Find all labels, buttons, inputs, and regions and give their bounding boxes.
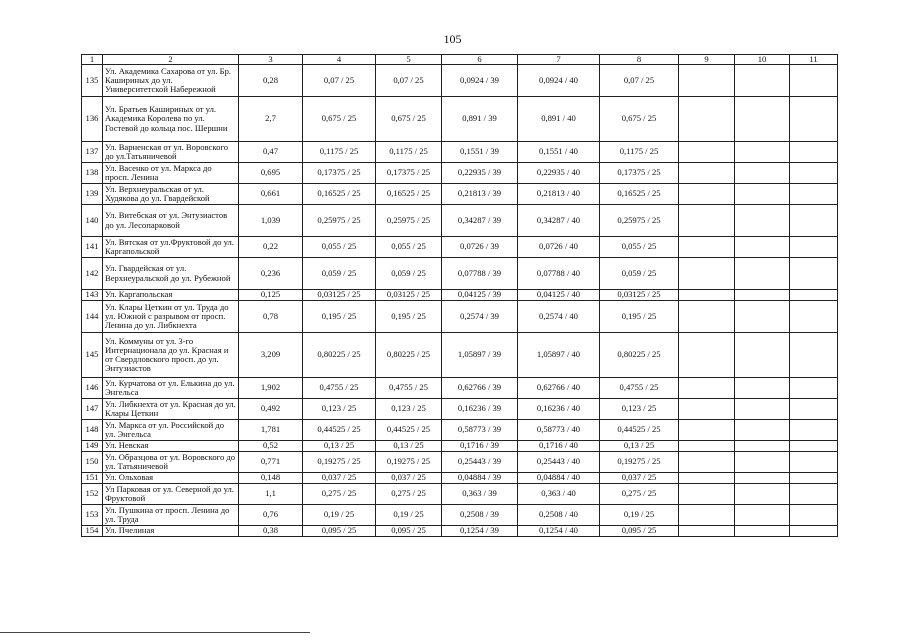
street-name: Ул. Академика Сахарова от ул. Бр. Кашириных до ул. Университетской Набережной [103, 65, 239, 97]
empty-cell [735, 65, 790, 97]
row-number: 148 [82, 420, 103, 441]
cell-col5: 0,16525 / 25 [376, 184, 442, 205]
cell-col4: 0,25975 / 25 [303, 205, 376, 237]
row-number: 153 [82, 505, 103, 526]
empty-cell [790, 526, 838, 537]
cell-col8: 0,13 / 25 [600, 441, 679, 452]
cell-col5: 0,44525 / 25 [376, 420, 442, 441]
cell-col7: 0,1551 / 40 [518, 142, 600, 163]
table-row [82, 290, 838, 301]
row-number: 145 [82, 333, 103, 378]
empty-cell [735, 205, 790, 237]
cell-col6: 0,16236 / 39 [442, 399, 518, 420]
cell-col3: 2,7 [239, 97, 303, 142]
empty-cell [790, 420, 838, 441]
table-body [82, 65, 838, 537]
row-number: 139 [82, 184, 103, 205]
header-cell: 9 [679, 55, 735, 65]
table-row [82, 205, 838, 237]
cell-col6: 0,62766 / 39 [442, 378, 518, 399]
empty-cell [790, 205, 838, 237]
cell-col7: 0,22935 / 40 [518, 163, 600, 184]
cell-col7: 0,1716 / 40 [518, 441, 600, 452]
empty-cell [735, 97, 790, 142]
empty-cell [735, 526, 790, 537]
empty-cell [679, 526, 735, 537]
empty-cell [790, 484, 838, 505]
cell-col6: 0,891 / 39 [442, 97, 518, 142]
empty-cell [790, 333, 838, 378]
cell-col3: 0,76 [239, 505, 303, 526]
cell-col7: 1,05897 / 40 [518, 333, 600, 378]
cell-col5: 0,195 / 25 [376, 301, 442, 333]
cell-col8: 0,1175 / 25 [600, 142, 679, 163]
empty-cell [790, 399, 838, 420]
row-number: 151 [82, 473, 103, 484]
empty-cell [735, 333, 790, 378]
cell-col7: 0,34287 / 40 [518, 205, 600, 237]
cell-col8: 0,80225 / 25 [600, 333, 679, 378]
bottom-divider [0, 632, 310, 633]
cell-col6: 0,25443 / 39 [442, 452, 518, 473]
empty-cell [679, 505, 735, 526]
table-row [82, 163, 838, 184]
cell-col8: 0,17375 / 25 [600, 163, 679, 184]
street-name: Ул. Курчатова от ул. Елькина до ул. Энгельса [103, 378, 239, 399]
empty-cell [735, 399, 790, 420]
cell-col5: 0,25975 / 25 [376, 205, 442, 237]
empty-cell [735, 505, 790, 526]
empty-cell [679, 441, 735, 452]
cell-col4: 0,037 / 25 [303, 473, 376, 484]
table-header-row [82, 55, 838, 65]
row-number: 137 [82, 142, 103, 163]
table-row [82, 184, 838, 205]
empty-cell [679, 97, 735, 142]
table-row [82, 333, 838, 378]
cell-col4: 0,195 / 25 [303, 301, 376, 333]
cell-col4: 0,13 / 25 [303, 441, 376, 452]
table-row [82, 301, 838, 333]
street-name: Ул. Братьев Кашириных от ул. Академика Королева по ул. Гостевой до кольца пос. Шершни [103, 97, 239, 142]
row-number: 138 [82, 163, 103, 184]
cell-col3: 0,661 [239, 184, 303, 205]
street-name: Ул. Верхнеуральская от ул. Худякова до ул. Гвардейской [103, 184, 239, 205]
header-cell: 4 [303, 55, 376, 65]
cell-col3: 0,47 [239, 142, 303, 163]
table-row [82, 142, 838, 163]
cell-col8: 0,055 / 25 [600, 237, 679, 258]
header-cell: 6 [442, 55, 518, 65]
empty-cell [790, 378, 838, 399]
row-number: 141 [82, 237, 103, 258]
cell-col6: 0,22935 / 39 [442, 163, 518, 184]
cell-col4: 0,17375 / 25 [303, 163, 376, 184]
cell-col6: 0,04125 / 39 [442, 290, 518, 301]
cell-col4: 0,44525 / 25 [303, 420, 376, 441]
empty-cell [679, 333, 735, 378]
header-cell: 3 [239, 55, 303, 65]
empty-cell [679, 142, 735, 163]
row-number: 144 [82, 301, 103, 333]
cell-col6: 0,0726 / 39 [442, 237, 518, 258]
cell-col5: 0,059 / 25 [376, 258, 442, 290]
cell-col3: 0,78 [239, 301, 303, 333]
cell-col5: 0,037 / 25 [376, 473, 442, 484]
empty-cell [735, 290, 790, 301]
table-row [82, 420, 838, 441]
row-number: 154 [82, 526, 103, 537]
header-cell: 5 [376, 55, 442, 65]
cell-col6: 0,2574 / 39 [442, 301, 518, 333]
cell-col6: 0,34287 / 39 [442, 205, 518, 237]
cell-col7: 0,16236 / 40 [518, 399, 600, 420]
empty-cell [735, 258, 790, 290]
cell-col5: 0,13 / 25 [376, 441, 442, 452]
header-cell: 10 [735, 55, 790, 65]
empty-cell [735, 142, 790, 163]
cell-col7: 0,04884 / 40 [518, 473, 600, 484]
cell-col5: 0,03125 / 25 [376, 290, 442, 301]
cell-col8: 0,123 / 25 [600, 399, 679, 420]
street-name: Ул. Варненская от ул. Воровского до ул.Татьяничевой [103, 142, 239, 163]
row-number: 136 [82, 97, 103, 142]
empty-cell [679, 301, 735, 333]
row-number: 140 [82, 205, 103, 237]
cell-col3: 0,125 [239, 290, 303, 301]
empty-cell [735, 484, 790, 505]
cell-col8: 0,4755 / 25 [600, 378, 679, 399]
cell-col4: 0,675 / 25 [303, 97, 376, 142]
cell-col3: 0,771 [239, 452, 303, 473]
cell-col3: 1,902 [239, 378, 303, 399]
street-name: Ул. Гвардейская от ул. Верхнеуральской до ул. Рубежной [103, 258, 239, 290]
street-name: Ул. Либкнехта от ул. Красная до ул. Клары Цеткин [103, 399, 239, 420]
empty-cell [790, 441, 838, 452]
cell-col6: 0,1254 / 39 [442, 526, 518, 537]
header-cell: 7 [518, 55, 600, 65]
cell-col4: 0,1175 / 25 [303, 142, 376, 163]
cell-col6: 0,0924 / 39 [442, 65, 518, 97]
cell-col8: 0,095 / 25 [600, 526, 679, 537]
empty-cell [790, 97, 838, 142]
empty-cell [735, 184, 790, 205]
street-name: Ул. Клары Цеткин от ул. Труда до ул. Южной с разрывом от просп. Ленина до ул. Либкнехта [103, 301, 239, 333]
street-name: Ул. Васенко от ул. Маркса до просп. Ленина [103, 163, 239, 184]
empty-cell [735, 452, 790, 473]
cell-col6: 0,1716 / 39 [442, 441, 518, 452]
empty-cell [790, 505, 838, 526]
cell-col6: 0,04884 / 39 [442, 473, 518, 484]
street-name: Ул. Витебская от ул. Энтузиастов до ул. Лесопарковой [103, 205, 239, 237]
cell-col3: 0,492 [239, 399, 303, 420]
cell-col4: 0,123 / 25 [303, 399, 376, 420]
cell-col5: 0,07 / 25 [376, 65, 442, 97]
table-row [82, 526, 838, 537]
cell-col3: 0,22 [239, 237, 303, 258]
cell-col8: 0,675 / 25 [600, 97, 679, 142]
roads-table [81, 54, 838, 537]
table-row [82, 473, 838, 484]
cell-col7: 0,363 / 40 [518, 484, 600, 505]
empty-cell [790, 142, 838, 163]
cell-col5: 0,123 / 25 [376, 399, 442, 420]
cell-col3: 3,209 [239, 333, 303, 378]
empty-cell [790, 301, 838, 333]
cell-col6: 0,363 / 39 [442, 484, 518, 505]
empty-cell [735, 378, 790, 399]
empty-cell [679, 484, 735, 505]
street-name: Ул. Пчелиная [103, 526, 239, 537]
cell-col5: 0,19275 / 25 [376, 452, 442, 473]
cell-col4: 0,19275 / 25 [303, 452, 376, 473]
cell-col8: 0,059 / 25 [600, 258, 679, 290]
cell-col4: 0,4755 / 25 [303, 378, 376, 399]
table-row [82, 399, 838, 420]
empty-cell [679, 163, 735, 184]
street-name: Ул Парковая от ул. Северной до ул. Фруктовой [103, 484, 239, 505]
street-name: Ул. Образцова от ул. Воровского до ул. Татьяничевой [103, 452, 239, 473]
empty-cell [679, 205, 735, 237]
row-number: 142 [82, 258, 103, 290]
table-row [82, 237, 838, 258]
header-cell: 8 [600, 55, 679, 65]
cell-col6: 0,07788 / 39 [442, 258, 518, 290]
cell-col7: 0,1254 / 40 [518, 526, 600, 537]
cell-col3: 0,236 [239, 258, 303, 290]
cell-col4: 0,03125 / 25 [303, 290, 376, 301]
cell-col8: 0,19 / 25 [600, 505, 679, 526]
street-name: Ул. Маркса от ул. Российской до ул. Энгельса [103, 420, 239, 441]
cell-col5: 0,19 / 25 [376, 505, 442, 526]
header-cell: 11 [790, 55, 838, 65]
empty-cell [790, 473, 838, 484]
cell-col3: 0,28 [239, 65, 303, 97]
empty-cell [790, 184, 838, 205]
street-name: Ул. Пушкина от просп. Ленина до ул. Труда [103, 505, 239, 526]
cell-col7: 0,04125 / 40 [518, 290, 600, 301]
header-cell: 2 [103, 55, 239, 65]
cell-col8: 0,03125 / 25 [600, 290, 679, 301]
cell-col3: 0,38 [239, 526, 303, 537]
cell-col5: 0,1175 / 25 [376, 142, 442, 163]
cell-col4: 0,80225 / 25 [303, 333, 376, 378]
cell-col7: 0,891 / 40 [518, 97, 600, 142]
empty-cell [790, 237, 838, 258]
empty-cell [735, 473, 790, 484]
cell-col8: 0,19275 / 25 [600, 452, 679, 473]
cell-col5: 0,055 / 25 [376, 237, 442, 258]
street-name: Ул. Каргапольская [103, 290, 239, 301]
cell-col3: 1,1 [239, 484, 303, 505]
row-number: 146 [82, 378, 103, 399]
empty-cell [679, 290, 735, 301]
cell-col6: 0,1551 / 39 [442, 142, 518, 163]
cell-col4: 0,16525 / 25 [303, 184, 376, 205]
empty-cell [679, 452, 735, 473]
cell-col6: 1,05897 / 39 [442, 333, 518, 378]
cell-col8: 0,25975 / 25 [600, 205, 679, 237]
cell-col4: 0,059 / 25 [303, 258, 376, 290]
cell-col3: 0,52 [239, 441, 303, 452]
row-number: 152 [82, 484, 103, 505]
cell-col7: 0,07788 / 40 [518, 258, 600, 290]
table-row [82, 484, 838, 505]
table-row [82, 378, 838, 399]
cell-col8: 0,16525 / 25 [600, 184, 679, 205]
cell-col7: 0,2508 / 40 [518, 505, 600, 526]
empty-cell [790, 258, 838, 290]
cell-col3: 0,695 [239, 163, 303, 184]
empty-cell [790, 290, 838, 301]
empty-cell [735, 441, 790, 452]
table-row [82, 505, 838, 526]
empty-cell [735, 237, 790, 258]
empty-cell [735, 301, 790, 333]
cell-col5: 0,17375 / 25 [376, 163, 442, 184]
cell-col6: 0,58773 / 39 [442, 420, 518, 441]
cell-col3: 0,148 [239, 473, 303, 484]
cell-col8: 0,037 / 25 [600, 473, 679, 484]
street-name: Ул. Ольховая [103, 473, 239, 484]
street-name: Ул. Невская [103, 441, 239, 452]
empty-cell [679, 473, 735, 484]
cell-col8: 0,07 / 25 [600, 65, 679, 97]
empty-cell [679, 399, 735, 420]
empty-cell [735, 420, 790, 441]
table-row [82, 441, 838, 452]
empty-cell [790, 163, 838, 184]
cell-col7: 0,21813 / 40 [518, 184, 600, 205]
empty-cell [679, 65, 735, 97]
cell-col7: 0,0726 / 40 [518, 237, 600, 258]
cell-col5: 0,4755 / 25 [376, 378, 442, 399]
cell-col4: 0,19 / 25 [303, 505, 376, 526]
empty-cell [679, 378, 735, 399]
row-number: 149 [82, 441, 103, 452]
row-number: 147 [82, 399, 103, 420]
empty-cell [679, 420, 735, 441]
table-row [82, 258, 838, 290]
table-row [82, 65, 838, 97]
empty-cell [790, 65, 838, 97]
row-number: 135 [82, 65, 103, 97]
empty-cell [735, 163, 790, 184]
cell-col8: 0,275 / 25 [600, 484, 679, 505]
street-name: Ул. Коммуны от ул. 3-го Интернационала до ул. Красная и от Свердловского просп. до ул. Энтузиастов [103, 333, 239, 378]
page-number: 105 [443, 32, 462, 46]
cell-col4: 0,07 / 25 [303, 65, 376, 97]
empty-cell [790, 452, 838, 473]
row-number: 143 [82, 290, 103, 301]
empty-cell [679, 237, 735, 258]
cell-col5: 0,275 / 25 [376, 484, 442, 505]
table-row [82, 452, 838, 473]
empty-cell [679, 184, 735, 205]
cell-col6: 0,2508 / 39 [442, 505, 518, 526]
street-name: Ул. Вятская от ул.Фруктовой до ул. Каргапольской [103, 237, 239, 258]
cell-col6: 0,21813 / 39 [442, 184, 518, 205]
cell-col7: 0,2574 / 40 [518, 301, 600, 333]
cell-col7: 0,0924 / 40 [518, 65, 600, 97]
cell-col5: 0,80225 / 25 [376, 333, 442, 378]
cell-col7: 0,62766 / 40 [518, 378, 600, 399]
cell-col3: 1,781 [239, 420, 303, 441]
cell-col5: 0,675 / 25 [376, 97, 442, 142]
empty-cell [679, 258, 735, 290]
table-row [82, 97, 838, 142]
cell-col7: 0,58773 / 40 [518, 420, 600, 441]
cell-col8: 0,44525 / 25 [600, 420, 679, 441]
header-cell: 1 [82, 55, 103, 65]
cell-col4: 0,055 / 25 [303, 237, 376, 258]
cell-col8: 0,195 / 25 [600, 301, 679, 333]
row-number: 150 [82, 452, 103, 473]
cell-col4: 0,095 / 25 [303, 526, 376, 537]
cell-col7: 0,25443 / 40 [518, 452, 600, 473]
cell-col3: 1,039 [239, 205, 303, 237]
cell-col4: 0,275 / 25 [303, 484, 376, 505]
cell-col5: 0,095 / 25 [376, 526, 442, 537]
